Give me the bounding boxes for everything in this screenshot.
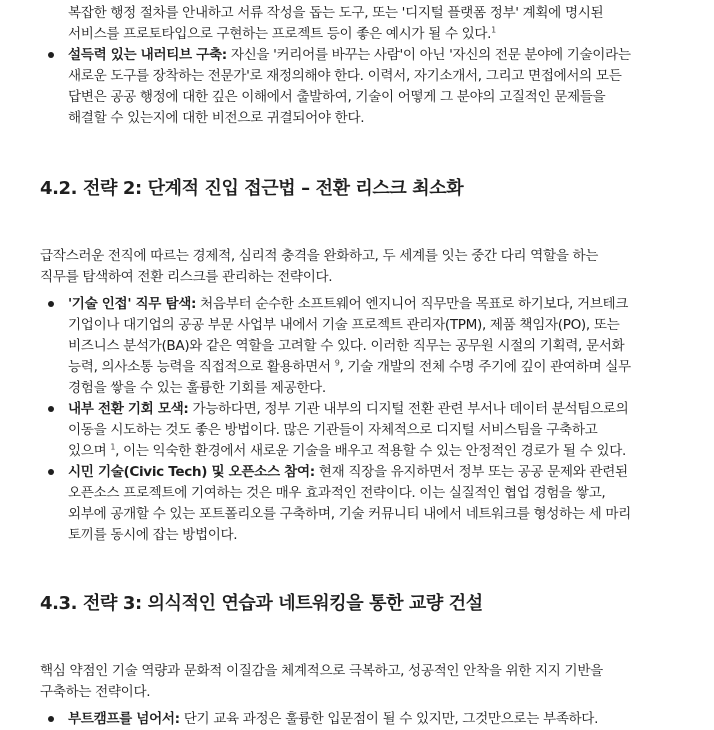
body-text-line xyxy=(68,441,626,462)
body-text-line xyxy=(68,357,631,378)
list-item xyxy=(68,399,628,420)
body-text: 서비스를 프로토타입으로 구현하는 프로젝트 등이 좋은 예시가 될 수 있다. xyxy=(68,26,492,42)
footnote-ref[interactable]: 1 xyxy=(110,442,116,452)
list-item xyxy=(68,462,628,483)
paragraph-line: 급작스러운 전직에 따르는 경제적, 심리적 충격을 완화하고, 두 세계를 잇는 중간 다리 역할을 하는 xyxy=(40,248,599,264)
body-text-line xyxy=(68,24,496,45)
body-text-line: 토끼를 동시에 잡는 방법이다. xyxy=(68,527,238,543)
body-text-line: 비즈니스 분석가(BA)와 같은 역할을 고려할 수 있다. 이러한 직무는 공무원 시절의 기획력, 문서화 xyxy=(68,338,625,354)
body-text-line: 새로운 도구를 장착하는 전문가'로 재정의해야 한다. 이력서, 자기소개서, 그리고 면접에서의 모든 xyxy=(68,68,622,84)
paragraph-line: 구축하는 전략이다. xyxy=(40,684,151,700)
list-item-text: 단기 교육 과정은 훌륭한 입문점이 될 수 있지만, 그것만으로는 부족하다. xyxy=(179,711,599,727)
body-text: , 기술 개발의 전체 수명 주기에 깊이 관여하며 실무 xyxy=(339,359,631,375)
body-text-line: 이동을 시도하는 것도 좋은 방법이다. 많은 기관들이 자체적으로 디지털 서비스팀을 구축하고 xyxy=(68,422,598,438)
list-item-text: 가능하다면, 정부 기관 내부의 디지털 전환 관련 부서나 데이터 분석팀으로의 xyxy=(188,401,629,417)
list-item xyxy=(68,45,631,66)
body-text-line: 해결할 수 있는지에 대한 비전으로 귀결되어야 한다. xyxy=(68,110,365,126)
body-text-line: 외부에 공개할 수 있는 포트폴리오를 구축하며, 기술 커뮤니티 내에서 네트워크를 형성하는 세 마리 xyxy=(68,506,631,522)
list-item-text: 현재 직장을 유지하면서 정부 또는 공공 문제와 관련된 xyxy=(314,464,628,480)
paragraph-line: 직무를 탐색하여 전환 리스크를 관리하는 전략이다. xyxy=(40,269,333,285)
list-item-text: 자신을 '커리어를 바꾸는 사람'이 아닌 '자신의 전문 분야에 기술이라는 xyxy=(226,47,631,63)
body-text-line: 답변은 공공 행정에 대한 깊은 이해에서 출발하여, 기술이 어떻게 그 분야의 고질적인 문제들을 xyxy=(68,89,606,105)
bullet-icon xyxy=(48,406,54,412)
list-item-title: 시민 기술(Civic Tech) 및 오픈소스 참여: xyxy=(68,464,315,480)
bullet-icon xyxy=(48,716,54,722)
list-item-text: 처음부터 순수한 소프트웨어 엔지니어 직무만을 목표로 하기보다, 거브테크 xyxy=(196,296,629,312)
bullet-icon xyxy=(48,469,54,475)
body-text-line: 오픈소스 프로젝트에 기여하는 것은 매우 효과적인 전략이다. 이는 실질적인 협업 경험을 쌓고, xyxy=(68,485,606,501)
body-text: 있으며 xyxy=(68,443,111,459)
footnote-ref[interactable]: 9 xyxy=(334,358,340,368)
body-text: 능력, 의사소통 능력을 직접적으로 활용하면서 xyxy=(68,359,335,375)
section-heading: 4.3. 전략 3: 의식적인 연습과 네트워킹을 통한 교량 건설 xyxy=(40,593,483,614)
bullet-icon xyxy=(48,301,54,307)
body-text: , 이는 익숙한 환경에서 새로운 기술을 배우고 적용할 수 있는 안정적인 경로가 될 수 있다. xyxy=(115,443,626,459)
bullet-icon xyxy=(48,52,54,58)
body-text-line: 경험을 쌓을 수 있는 훌륭한 기회를 제공한다. xyxy=(68,380,326,396)
body-text-line: 기업이나 대기업의 공공 부문 사업부 내에서 기술 프로젝트 관리자(TPM), 제품 책임자(PO), 또는 xyxy=(68,317,620,333)
body-text-line: 복잡한 행정 절차를 안내하고 서류 작성을 돕는 도구, 또는 '디지털 플랫폼 정부' 계획에 명시된 xyxy=(68,5,604,21)
list-item-title: '기술 인접' 직무 탐색: xyxy=(68,296,197,312)
paragraph-line: 핵심 약점인 기술 역량과 문화적 이질감을 체계적으로 극복하고, 성공적인 안착을 위한 지지 기반을 xyxy=(40,663,603,679)
list-item-title: 내부 전환 기회 모색: xyxy=(68,401,189,417)
footnote-ref[interactable]: 1 xyxy=(491,25,496,35)
list-item-title: 부트캠프를 넘어서: xyxy=(68,711,180,727)
section-heading: 4.2. 전략 2: 단계적 진입 접근법 – 전환 리스크 최소화 xyxy=(40,178,464,199)
list-item xyxy=(68,294,628,315)
list-item-title: 설득력 있는 내러티브 구축: xyxy=(68,47,227,63)
